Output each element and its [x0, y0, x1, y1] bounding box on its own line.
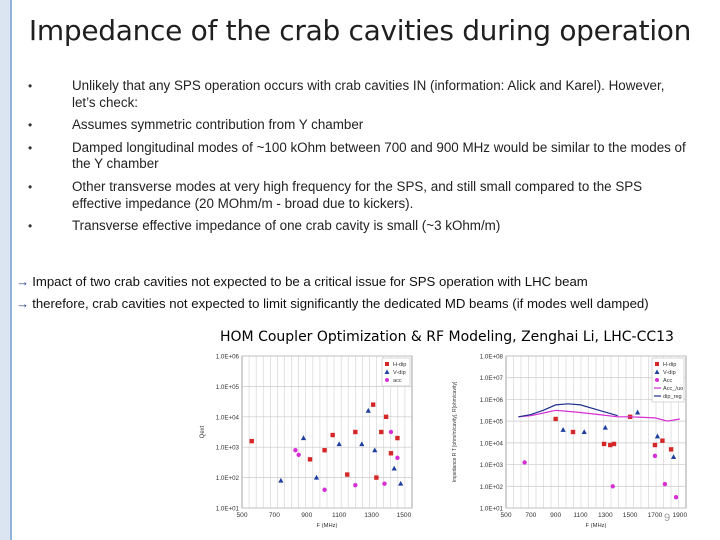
- data-point: [296, 453, 300, 457]
- y-tick-label: 1.0E+03: [479, 462, 503, 470]
- x-tick-label: 700: [525, 512, 537, 519]
- legend-label: H-dip: [393, 362, 407, 369]
- qext-chart: [192, 348, 420, 540]
- legend-swatch: [385, 362, 389, 366]
- legend-label: acc: [393, 378, 402, 385]
- left-accent-bar: [0, 0, 10, 540]
- y-tick-label: 1.0E+07: [479, 375, 503, 383]
- arrow-icon: →: [16, 296, 30, 311]
- data-point: [293, 448, 297, 452]
- data-point: [308, 457, 312, 461]
- data-point: [322, 448, 326, 452]
- x-tick-label: 900: [550, 512, 562, 519]
- x-tick-label: 1100: [332, 512, 347, 519]
- x-tick-label: 900: [301, 512, 313, 519]
- legend-label: V-dip: [393, 370, 406, 377]
- x-tick-label: 1300: [364, 512, 379, 519]
- bullet-marker: •: [28, 140, 33, 155]
- x-tick-label: 1900: [672, 512, 688, 519]
- bullet-text: Assumes symmetric contribution from Y chamber: [72, 117, 364, 133]
- data-point: [602, 442, 606, 446]
- data-point: [660, 438, 664, 442]
- y-tick-label: 1.0E+04: [215, 414, 239, 422]
- x-axis-label: F (MHz): [316, 523, 338, 529]
- y-tick-label: 1.0E+08: [479, 353, 503, 361]
- y-axis-label: Qext: [200, 425, 206, 439]
- y-tick-label: 1.0E+06: [215, 353, 239, 361]
- bullet-marker: •: [28, 79, 33, 93]
- bullet-marker: •: [28, 219, 33, 234]
- conclusion-text: Impact of two crab cavities not expected to be a critical issue for SPS operation with LHC beam: [32, 274, 588, 289]
- bullet-item: [28, 140, 688, 173]
- bullet-marker: •: [28, 118, 33, 133]
- data-point: [384, 415, 388, 419]
- left-accent-line: [10, 0, 12, 540]
- legend-swatch: [655, 378, 659, 382]
- x-tick-label: 500: [236, 512, 248, 519]
- data-point: [322, 488, 326, 492]
- data-point: [353, 430, 357, 434]
- page-number: 9: [664, 512, 671, 524]
- bullet-list: [28, 78, 688, 241]
- x-tick-label: 1100: [573, 512, 588, 519]
- bullet-marker: •: [28, 179, 33, 194]
- conclusion-line: [16, 274, 588, 289]
- data-point: [389, 451, 393, 455]
- bullet-item: [28, 218, 688, 235]
- data-point: [250, 439, 254, 443]
- data-point: [653, 443, 657, 447]
- bullet-item: [28, 117, 688, 134]
- arrow-icon: →: [16, 274, 30, 289]
- legend-label: dip_reg: [663, 394, 682, 401]
- data-point: [330, 433, 334, 437]
- bullet-text: Damped longitudinal modes of ~100 kOhm between 700 and 900 MHz would be similar to the modes of the Y chamber: [72, 139, 686, 172]
- bullet-text: Unlikely that any SPS operation occurs with crab cavities IN (information: Alick and Karel). However, let’s check:: [72, 78, 665, 110]
- slide-title: Impedance of the crab cavities during operation: [28, 14, 692, 47]
- y-tick-label: 1.0E+02: [215, 475, 239, 483]
- impedance-chart: [446, 348, 694, 540]
- y-tick-label: 1.0E+04: [479, 440, 503, 448]
- legend-label: Acc: [663, 378, 673, 385]
- data-point: [374, 475, 378, 479]
- data-point: [389, 430, 393, 434]
- y-tick-label: 1.0E+06: [479, 396, 503, 404]
- data-point: [522, 460, 526, 464]
- conclusion-text: therefore, crab cavities not expected to limit significantly the dedicated MD beams (if modes well damped): [32, 296, 649, 311]
- data-point: [395, 456, 399, 460]
- data-point: [395, 436, 399, 440]
- data-point: [663, 482, 667, 486]
- bullet-text: Other transverse modes at very high frequency for the SPS, and still small compared to the SPS effective impedance (20 MOhm/m - broad due to kickers).: [72, 178, 643, 211]
- y-tick-label: 1.0E+05: [479, 418, 503, 426]
- conclusion-line: [16, 296, 649, 311]
- data-point: [571, 430, 575, 434]
- data-point: [553, 417, 557, 421]
- data-point: [379, 430, 383, 434]
- y-tick-label: 1.0E+05: [215, 383, 239, 391]
- y-tick-label: 1.0E+01: [215, 505, 239, 513]
- legend-label: H-dip: [663, 362, 677, 369]
- x-tick-label: 700: [268, 512, 280, 519]
- data-point: [653, 454, 657, 458]
- data-point: [382, 481, 386, 485]
- legend-label: V-dip: [663, 370, 676, 377]
- data-point: [669, 447, 673, 451]
- x-tick-label: 1700: [647, 512, 663, 519]
- x-tick-label: 1500: [622, 512, 638, 519]
- data-point: [612, 442, 616, 446]
- reference-caption: HOM Coupler Optimization & RF Modeling, Zenghai Li, LHC-CC13: [220, 329, 674, 345]
- y-tick-label: 1.0E+03: [215, 444, 239, 452]
- x-tick-label: 1300: [597, 512, 613, 519]
- data-point: [674, 495, 678, 499]
- x-tick-label: 500: [500, 512, 512, 519]
- data-point: [611, 484, 615, 488]
- data-point: [371, 402, 375, 406]
- y-tick-label: 1.0E+02: [479, 483, 503, 491]
- y-axis-label: Impedance R T [ohm/m/cavity], R[ohm/cavity]: [452, 381, 458, 483]
- x-axis-label: F (MHz): [585, 523, 607, 529]
- x-tick-label: 1500: [396, 512, 412, 519]
- data-point: [353, 483, 357, 487]
- bullet-text: Transverse effective impedance of one crab cavity is small (~3 kOhm/m): [72, 218, 501, 234]
- bullet-item: [28, 179, 688, 212]
- data-point: [345, 472, 349, 476]
- legend-swatch: [655, 362, 659, 366]
- bullet-item: [28, 78, 688, 111]
- y-tick-label: 1.0E+01: [479, 505, 503, 513]
- legend-swatch: [385, 378, 389, 382]
- legend-label: Acc_/uo: [663, 386, 684, 393]
